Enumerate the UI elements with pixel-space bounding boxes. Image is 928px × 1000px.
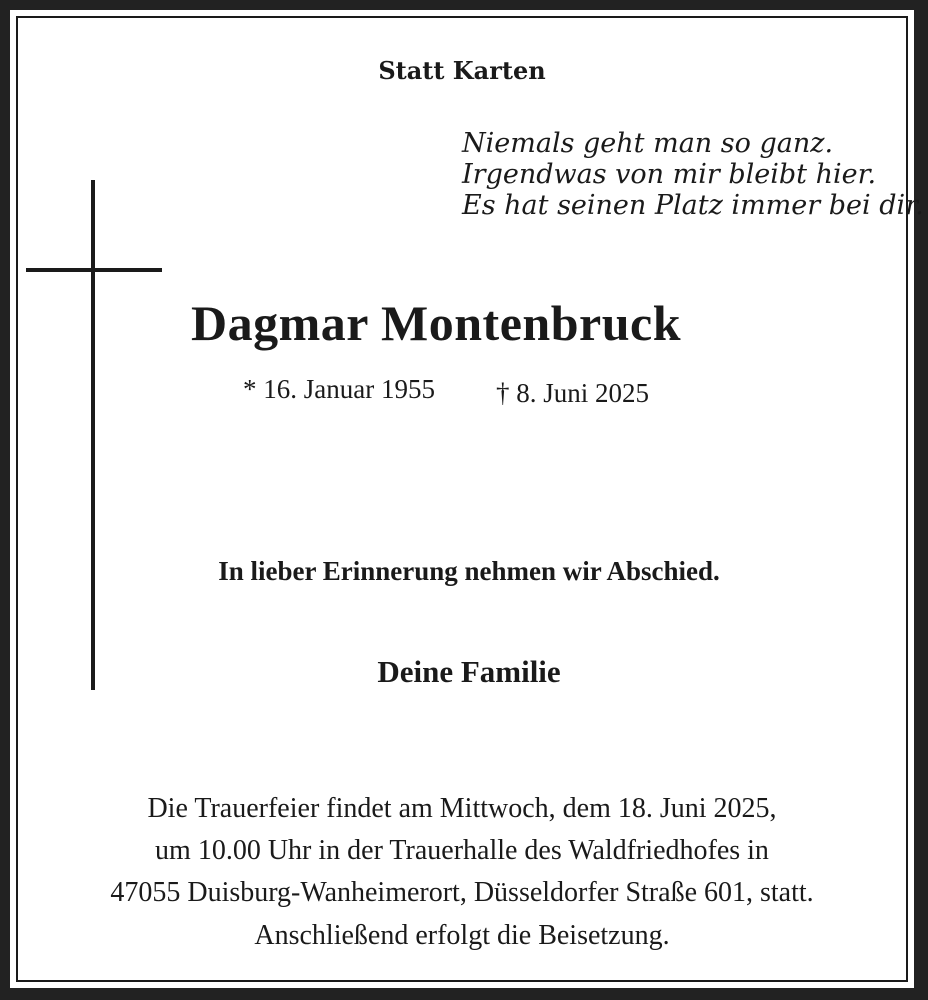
death-date: † 8. Juni 2025: [496, 378, 650, 408]
birth-date: * 16. Januar 1955: [243, 374, 435, 404]
service-info: [10, 788, 914, 914]
deceased-name: Dagmar Montenbruck: [191, 295, 682, 351]
service-line: Die Trauerfeier findet am Mittwoch, dem 18. Juni 2025,: [147, 793, 777, 824]
burial-note: Anschließend erfolgt die Beisetzung.: [254, 920, 670, 951]
cross-icon: [91, 180, 95, 690]
poem-line: Irgendwas von mir bleibt hier.: [462, 159, 877, 190]
signature-family: Deine Familie: [377, 654, 561, 689]
service-line: 47055 Duisburg-Wanheimerort, Düsseldorfer Straße 601, statt.: [110, 877, 814, 908]
farewell-text: In lieber Erinnerung nehmen wir Abschied.: [218, 556, 720, 586]
poem: [462, 128, 924, 221]
cross-icon-bar: [26, 268, 162, 272]
obituary-card: [10, 10, 924, 988]
poem-line: Niemals geht man so ganz.: [462, 128, 834, 159]
statt-karten-heading: Statt Karten: [378, 56, 546, 85]
service-line: um 10.00 Uhr in der Trauerhalle des Waldfriedhofes in: [155, 835, 769, 866]
poem-line: Es hat seinen Platz immer bei dir.: [462, 190, 924, 221]
